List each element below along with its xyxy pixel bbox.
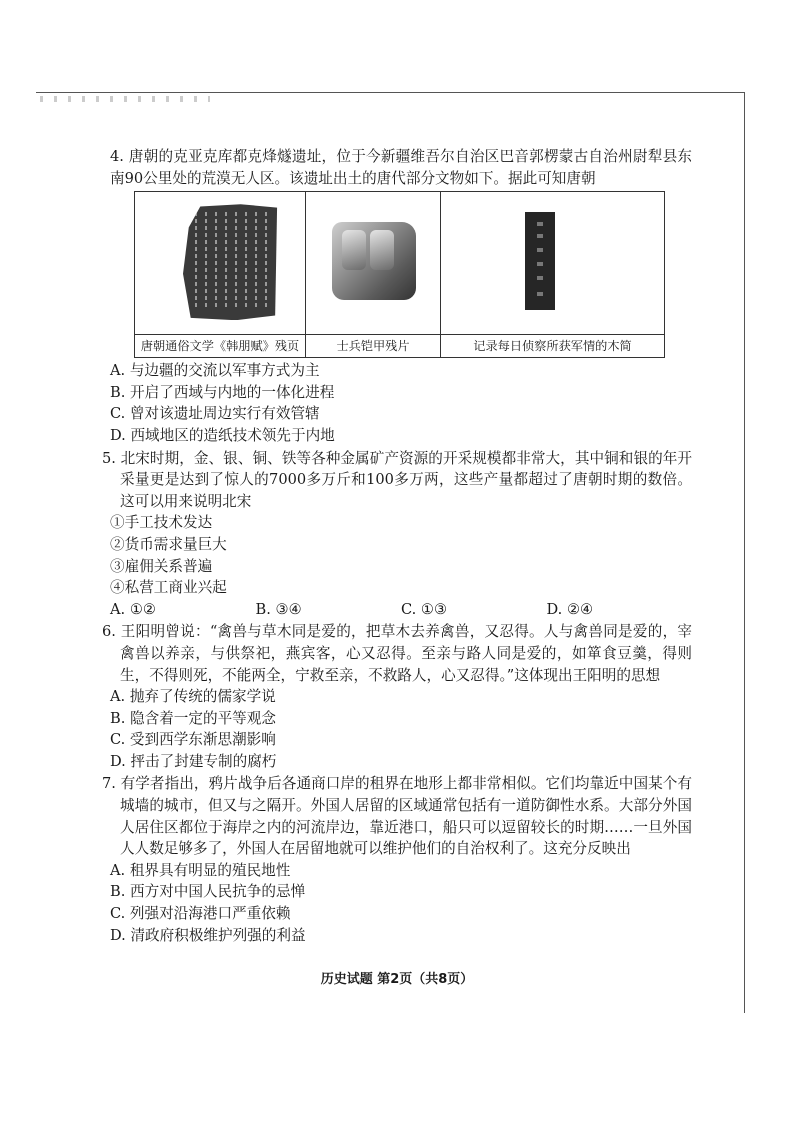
option-d: D. ②④	[546, 600, 594, 618]
option-c: C. ①③	[401, 600, 448, 618]
armor-image	[306, 192, 440, 334]
artifact-caption: 士兵铠甲残片	[306, 334, 440, 357]
artifact-table	[134, 191, 665, 358]
option-d: D. 抨击了封建专制的腐朽	[110, 752, 277, 770]
option-c: C. 受到西学东渐思潮影响	[110, 731, 276, 749]
option-a: A. 抛弃了传统的儒家学说	[110, 688, 276, 706]
question-6-stem: 6. 王阳明曾说：“禽兽与草木同是爱的，把草木去养禽兽，又忍得。人与禽兽同是爱的，宰禽兽以养亲，与供祭祀，燕宾客，心又忍得。至亲与路人同是爱的，如箪食豆羹，得则生，不得则死，不能两全，宁救至亲，不救路人，心又忍得。”这体现出王阳明的思想	[102, 623, 692, 684]
question-7	[102, 773, 692, 946]
artifact-cell-manuscript	[135, 192, 306, 358]
scan-artifact	[40, 96, 210, 102]
manuscript-image	[135, 192, 305, 334]
option-a: A. 租界具有明显的殖民地性	[110, 861, 291, 879]
artifact-cell-slip	[441, 192, 665, 358]
option-d: D. 清政府积极维护列强的利益	[110, 926, 306, 944]
artifact-caption: 唐朝通俗文学《韩朋赋》残页	[135, 334, 305, 357]
question-5	[102, 448, 692, 621]
question-5-stem: 5. 北宋时期，金、银、铜、铁等各种金属矿产资源的开采规模都非常大，其中铜和银的年开采量更是达到了惊人的7000多万斤和100多万两，这些产量都超过了唐朝时期的数倍。这可以用来说明北宋	[102, 449, 692, 510]
option-a: A. 与边疆的交流以军事方式为主	[110, 362, 320, 380]
statement-3: ③雇佣关系普遍	[110, 557, 213, 575]
option-b: B. ③④	[255, 600, 302, 618]
question-4-stem: 4. 唐朝的克亚克库都克烽燧遗址，位于今新疆维吾尔自治区巴音郭楞蒙古自治州尉犁县东南90公里处的荒漠无人区。该遗址出土的唐代部分文物如下。据此可知唐朝	[110, 148, 692, 187]
option-b: B. 隐含着一定的平等观念	[110, 709, 276, 727]
option-c: C. 曾对该遗址周边实行有效管辖	[110, 405, 320, 423]
page-footer: 历史试题 第2页（共8页）	[320, 972, 474, 987]
artifact-cell-armor	[306, 192, 441, 358]
question-6	[102, 621, 692, 772]
wooden-slip-image	[441, 192, 664, 334]
statement-4: ④私营工商业兴起	[110, 579, 227, 597]
artifact-caption: 记录每日侦察所获军情的木简	[441, 334, 664, 357]
question-7-stem: 7. 有学者指出，鸦片战争后各通商口岸的租界在地形上都非常相似。它们均靠近中国某个有城墙的城市，但又与之隔开。外国人居留的区域通常包括有一道防御性水系。大部分外国人居住区都位于海岸之内的河流岸边，靠近港口，船只可以逗留较长的时期……一旦外国人人数足够多了，外国人在居留地就可以维护他们的自治权利了。这充分反映出	[102, 775, 692, 858]
option-d: D. 西域地区的造纸技术领先于内地	[110, 426, 335, 444]
option-row	[102, 599, 692, 621]
question-4	[102, 146, 692, 447]
statement-2: ②货币需求量巨大	[110, 535, 227, 553]
option-c: C. 列强对沿海港口严重依赖	[110, 905, 291, 923]
option-a: A. ①②	[110, 600, 156, 618]
option-b: B. 开启了西域与内地的一体化进程	[110, 383, 335, 401]
question-content	[102, 146, 692, 946]
statement-1: ①手工技术发达	[110, 514, 213, 532]
option-b: B. 西方对中国人民抗争的忌惮	[110, 883, 306, 901]
